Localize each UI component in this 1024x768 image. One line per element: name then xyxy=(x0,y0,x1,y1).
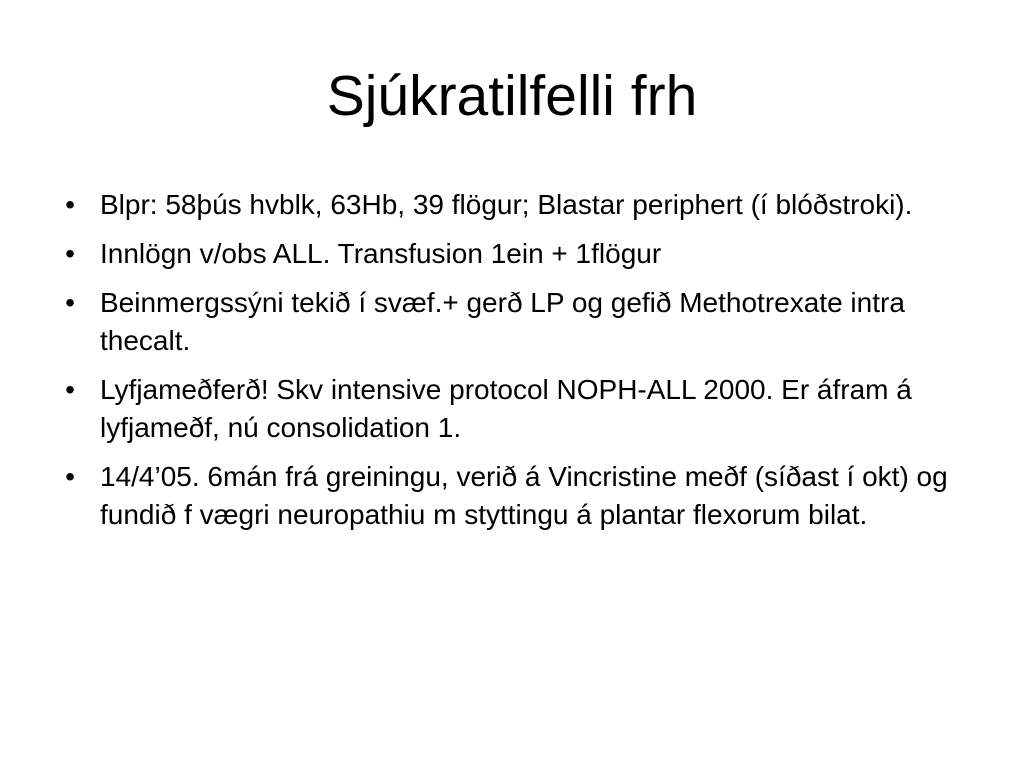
bullet-item xyxy=(60,235,960,273)
bullet-text: Beinmergssýni tekið í svæf.+ gerð LP og gefið Methotrexate intra thecalt. xyxy=(100,287,905,356)
bullet-text: Lyfjameðferð! Skv intensive protocol NOPH-ALL 2000. Er áfram á lyfjameðf, nú consolidation 1. xyxy=(100,374,912,443)
bullet-list xyxy=(60,186,960,545)
bullet-dot-icon: • xyxy=(65,287,75,318)
bullet-item xyxy=(60,458,960,534)
bullet-dot-icon: • xyxy=(65,238,75,269)
slide-title: Sjúkratilfelli frh xyxy=(326,64,698,128)
bullet-dot-icon: • xyxy=(65,374,75,405)
bullet-text: Blpr: 58þús hvblk, 63Hb, 39 flögur; Blastar periphert (í blóðstroki). xyxy=(100,189,913,220)
bullet-item xyxy=(60,284,960,360)
bullet-dot-icon: • xyxy=(65,461,75,492)
bullet-item xyxy=(60,371,960,447)
bullet-item xyxy=(60,186,960,224)
bullet-text: 14/4’05. 6mán frá greiningu, verið á Vincristine meðf (síðast í okt) og fundið f vægri neuropathiu m styttingu á plantar flexorum bilat. xyxy=(100,461,948,530)
bullet-text: Innlögn v/obs ALL. Transfusion 1ein + 1flögur xyxy=(100,238,662,269)
bullet-dot-icon: • xyxy=(65,189,75,220)
